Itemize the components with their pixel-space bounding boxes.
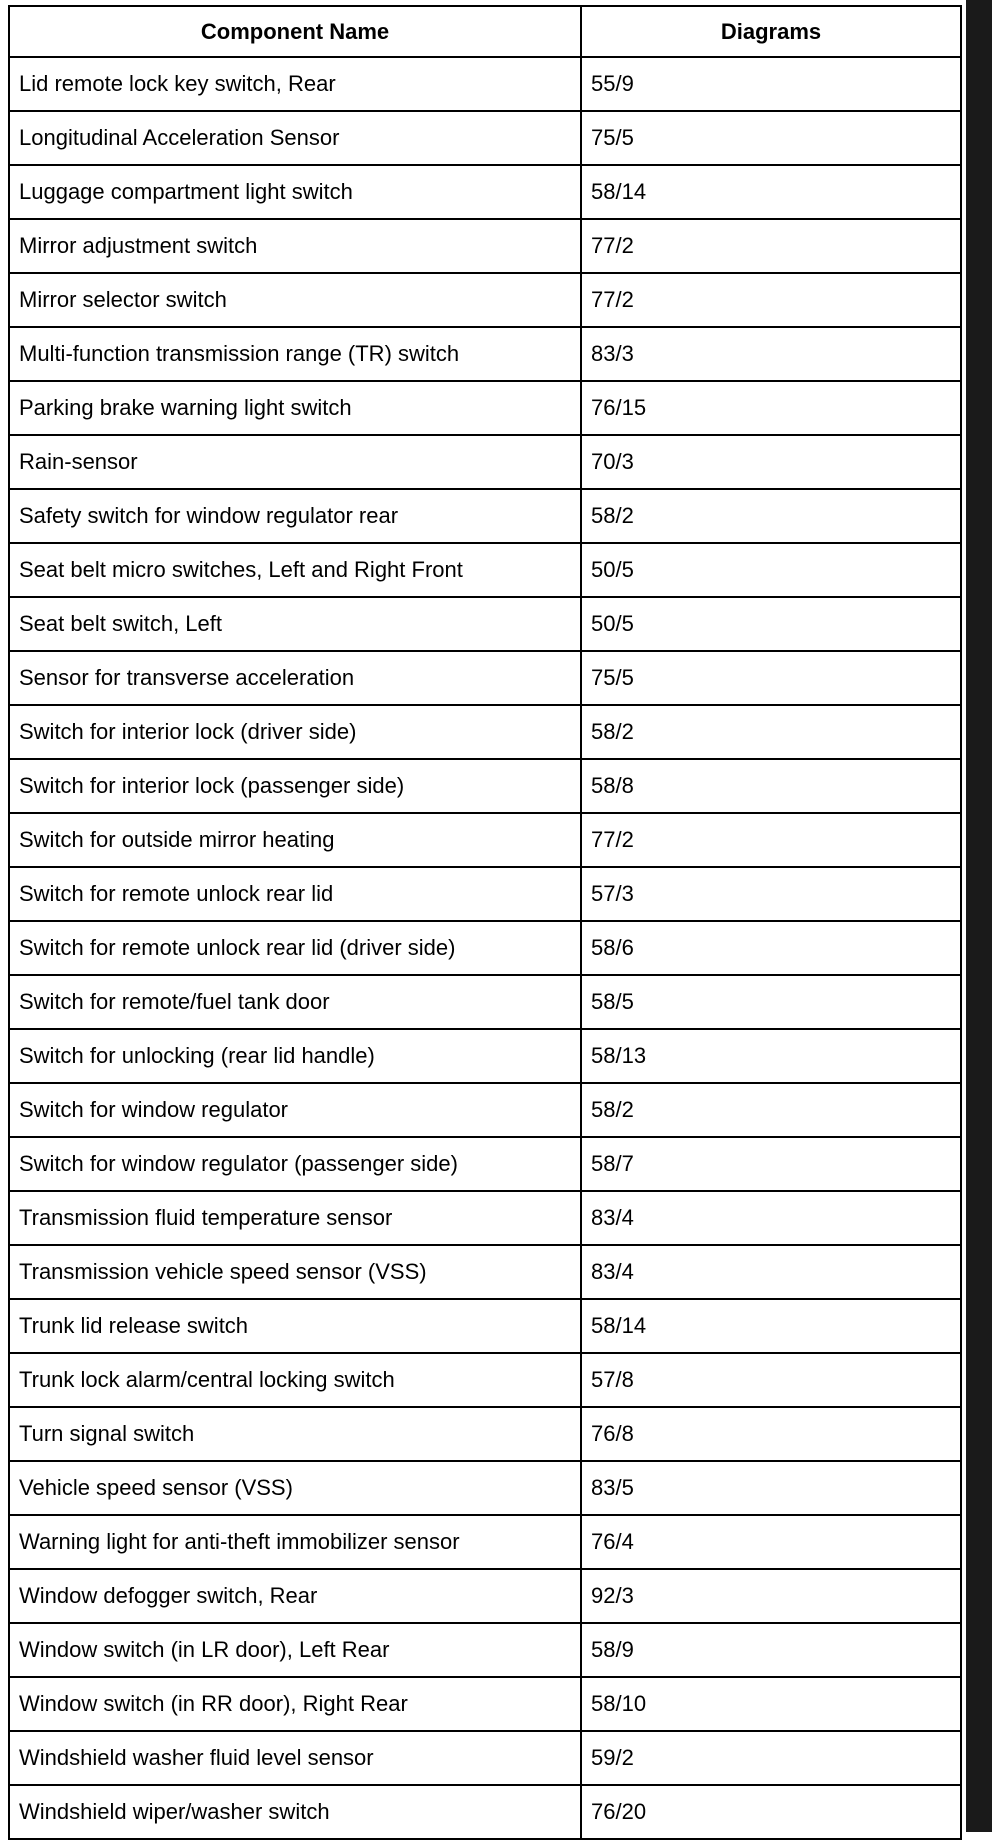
header-diagrams: Diagrams bbox=[581, 6, 961, 57]
table-row bbox=[9, 1677, 961, 1731]
diagram-reference-cell: 58/9 bbox=[581, 1623, 961, 1677]
component-diagram-table bbox=[8, 5, 962, 1840]
diagram-reference-cell: 58/6 bbox=[581, 921, 961, 975]
table-row bbox=[9, 759, 961, 813]
table-row bbox=[9, 705, 961, 759]
diagram-reference-cell: 76/4 bbox=[581, 1515, 961, 1569]
diagram-reference-cell: 58/10 bbox=[581, 1677, 961, 1731]
component-name-cell: Switch for window regulator bbox=[9, 1083, 581, 1137]
diagram-reference-cell: 58/5 bbox=[581, 975, 961, 1029]
component-name-cell: Switch for remote unlock rear lid bbox=[9, 867, 581, 921]
diagram-reference-cell: 77/2 bbox=[581, 813, 961, 867]
component-name-cell: Switch for remote/fuel tank door bbox=[9, 975, 581, 1029]
component-name-cell: Turn signal switch bbox=[9, 1407, 581, 1461]
component-name-cell: Seat belt micro switches, Left and Right Front bbox=[9, 543, 581, 597]
diagram-reference-cell: 59/2 bbox=[581, 1731, 961, 1785]
component-name-cell: Mirror adjustment switch bbox=[9, 219, 581, 273]
header-component-name: Component Name bbox=[9, 6, 581, 57]
table-row bbox=[9, 597, 961, 651]
table-row bbox=[9, 867, 961, 921]
table-row bbox=[9, 489, 961, 543]
diagram-reference-cell: 58/13 bbox=[581, 1029, 961, 1083]
page-edge-bar bbox=[966, 0, 992, 1832]
component-name-cell: Window defogger switch, Rear bbox=[9, 1569, 581, 1623]
table-row bbox=[9, 1407, 961, 1461]
component-name-cell: Vehicle speed sensor (VSS) bbox=[9, 1461, 581, 1515]
table-row bbox=[9, 1731, 961, 1785]
component-name-cell: Window switch (in RR door), Right Rear bbox=[9, 1677, 581, 1731]
diagram-reference-cell: 58/14 bbox=[581, 1299, 961, 1353]
component-name-cell: Parking brake warning light switch bbox=[9, 381, 581, 435]
component-name-cell: Trunk lid release switch bbox=[9, 1299, 581, 1353]
table-row bbox=[9, 1461, 961, 1515]
table-row bbox=[9, 921, 961, 975]
table-row bbox=[9, 219, 961, 273]
component-name-cell: Switch for interior lock (driver side) bbox=[9, 705, 581, 759]
diagram-reference-cell: 77/2 bbox=[581, 273, 961, 327]
table-row bbox=[9, 165, 961, 219]
header-row bbox=[9, 6, 961, 57]
diagram-reference-cell: 70/3 bbox=[581, 435, 961, 489]
table-row bbox=[9, 1083, 961, 1137]
component-name-cell: Seat belt switch, Left bbox=[9, 597, 581, 651]
component-name-cell: Switch for interior lock (passenger side) bbox=[9, 759, 581, 813]
table-row bbox=[9, 435, 961, 489]
diagram-reference-cell: 58/2 bbox=[581, 1083, 961, 1137]
diagram-reference-cell: 92/3 bbox=[581, 1569, 961, 1623]
component-name-cell: Window switch (in LR door), Left Rear bbox=[9, 1623, 581, 1677]
diagram-reference-cell: 76/15 bbox=[581, 381, 961, 435]
component-name-cell: Switch for unlocking (rear lid handle) bbox=[9, 1029, 581, 1083]
table-row bbox=[9, 273, 961, 327]
table-row bbox=[9, 813, 961, 867]
component-name-cell: Trunk lock alarm/central locking switch bbox=[9, 1353, 581, 1407]
diagram-reference-cell: 76/20 bbox=[581, 1785, 961, 1839]
diagram-reference-cell: 83/5 bbox=[581, 1461, 961, 1515]
component-name-cell: Switch for remote unlock rear lid (driver side) bbox=[9, 921, 581, 975]
component-name-cell: Mirror selector switch bbox=[9, 273, 581, 327]
diagram-reference-cell: 55/9 bbox=[581, 57, 961, 111]
component-name-cell: Rain-sensor bbox=[9, 435, 581, 489]
component-name-cell: Transmission fluid temperature sensor bbox=[9, 1191, 581, 1245]
table-row bbox=[9, 1299, 961, 1353]
table-row bbox=[9, 543, 961, 597]
component-name-cell: Switch for window regulator (passenger side) bbox=[9, 1137, 581, 1191]
table-row bbox=[9, 327, 961, 381]
table-row bbox=[9, 1569, 961, 1623]
component-name-cell: Safety switch for window regulator rear bbox=[9, 489, 581, 543]
diagram-reference-cell: 58/14 bbox=[581, 165, 961, 219]
diagram-reference-cell: 58/2 bbox=[581, 705, 961, 759]
diagram-reference-cell: 83/4 bbox=[581, 1191, 961, 1245]
component-name-cell: Windshield washer fluid level sensor bbox=[9, 1731, 581, 1785]
component-name-cell: Longitudinal Acceleration Sensor bbox=[9, 111, 581, 165]
diagram-reference-cell: 83/3 bbox=[581, 327, 961, 381]
table-row bbox=[9, 1245, 961, 1299]
component-name-cell: Windshield wiper/washer switch bbox=[9, 1785, 581, 1839]
table-row bbox=[9, 1515, 961, 1569]
diagram-reference-cell: 57/8 bbox=[581, 1353, 961, 1407]
component-name-cell: Multi-function transmission range (TR) switch bbox=[9, 327, 581, 381]
table-row bbox=[9, 1623, 961, 1677]
diagram-reference-cell: 77/2 bbox=[581, 219, 961, 273]
table-header bbox=[9, 6, 961, 57]
diagram-reference-cell: 50/5 bbox=[581, 597, 961, 651]
component-name-cell: Sensor for transverse acceleration bbox=[9, 651, 581, 705]
diagram-reference-cell: 58/8 bbox=[581, 759, 961, 813]
diagram-reference-cell: 76/8 bbox=[581, 1407, 961, 1461]
diagram-reference-cell: 75/5 bbox=[581, 651, 961, 705]
component-name-cell: Lid remote lock key switch, Rear bbox=[9, 57, 581, 111]
diagram-reference-cell: 58/7 bbox=[581, 1137, 961, 1191]
table-body bbox=[9, 57, 961, 1839]
table-row bbox=[9, 57, 961, 111]
table-row bbox=[9, 111, 961, 165]
table-row bbox=[9, 651, 961, 705]
table-row bbox=[9, 1191, 961, 1245]
component-name-cell: Luggage compartment light switch bbox=[9, 165, 581, 219]
table-row bbox=[9, 1137, 961, 1191]
component-name-cell: Transmission vehicle speed sensor (VSS) bbox=[9, 1245, 581, 1299]
diagram-reference-cell: 75/5 bbox=[581, 111, 961, 165]
component-name-cell: Switch for outside mirror heating bbox=[9, 813, 581, 867]
component-name-cell: Warning light for anti-theft immobilizer sensor bbox=[9, 1515, 581, 1569]
table-row bbox=[9, 1353, 961, 1407]
table-row bbox=[9, 381, 961, 435]
diagram-reference-cell: 57/3 bbox=[581, 867, 961, 921]
table-row bbox=[9, 1785, 961, 1839]
diagram-reference-cell: 83/4 bbox=[581, 1245, 961, 1299]
table-row bbox=[9, 1029, 961, 1083]
table-row bbox=[9, 975, 961, 1029]
diagram-reference-cell: 58/2 bbox=[581, 489, 961, 543]
diagram-reference-cell: 50/5 bbox=[581, 543, 961, 597]
